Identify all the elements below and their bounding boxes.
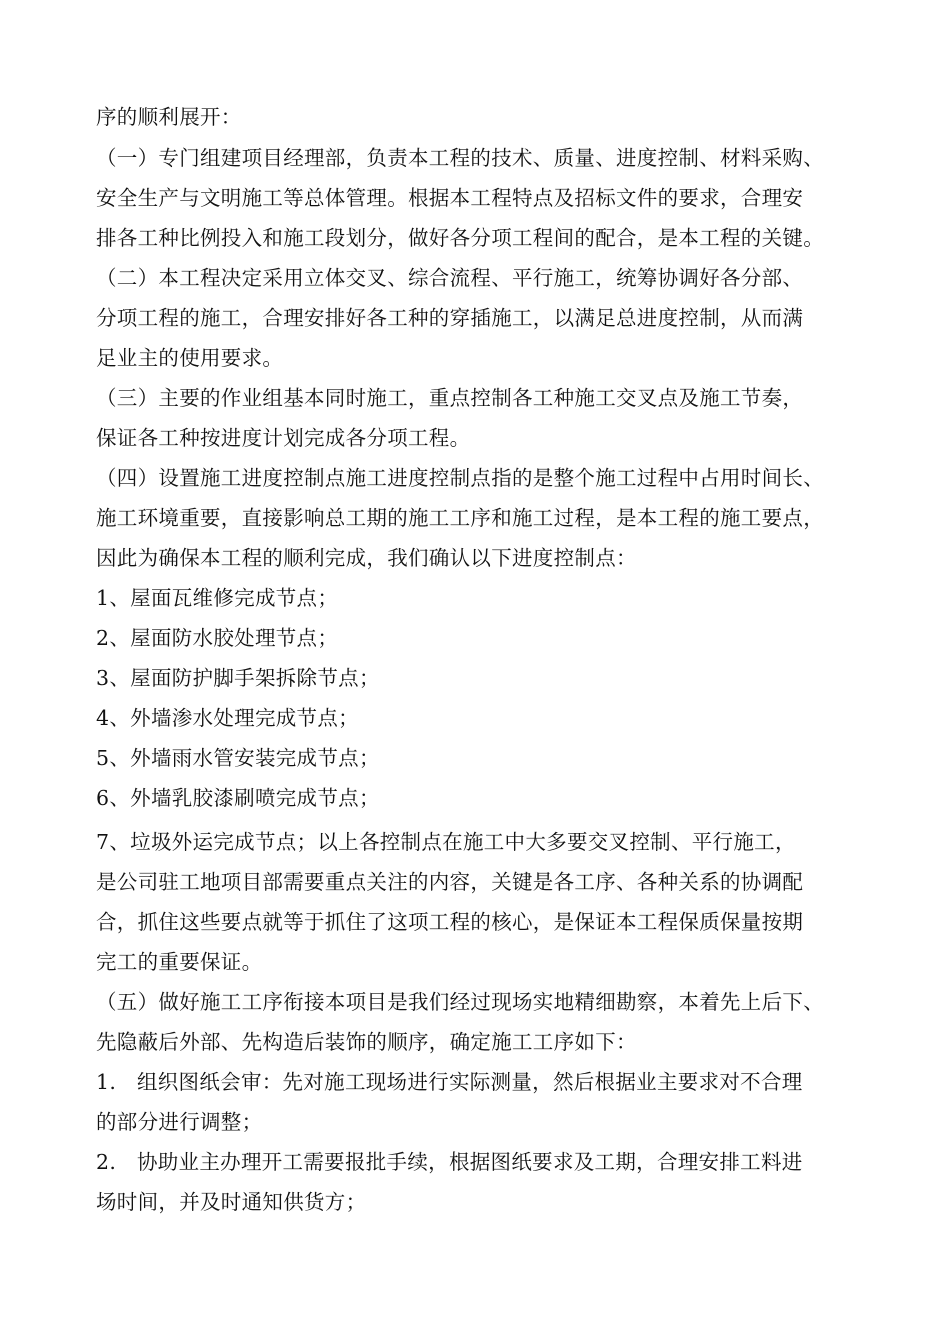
text-line: 排各工种比例投入和施工段划分，做好各分项工程间的配合，是本工程的关键。 [96, 226, 824, 250]
text-line: 先隐蔽后外部、先构造后装饰的顺序，确定施工工序如下： [96, 1030, 637, 1054]
list-item: 3、屋面防护脚手架拆除节点； [96, 666, 380, 690]
text-line: （二）本工程决定采用立体交叉、综合流程、平行施工，统筹协调好各分部、 [96, 266, 804, 290]
text-line: 合，抓住这些要点就等于抓住了这项工程的核心，是保证本工程保质保量按期 [96, 910, 804, 934]
text-line: 完工的重要保证。 [96, 950, 263, 974]
list-item: 4、外墙渗水处理完成节点； [96, 706, 359, 730]
text-line: （五）做好施工工序衔接本项目是我们经过现场实地精细勘察，本着先上后下、 [96, 990, 824, 1014]
list-item: 1. 组织图纸会审：先对施工现场进行实际测量，然后根据业主要求对不合理 [96, 1070, 803, 1094]
text-line: 施工环境重要，直接影响总工期的施工工序和施工过程，是本工程的施工要点， [96, 506, 824, 530]
text-line: 是公司驻工地项目部需要重点关注的内容，关键是各工序、各种关系的协调配 [96, 870, 804, 894]
text-line: 的部分进行调整； [96, 1110, 263, 1134]
text-line: 因此为确保本工程的顺利完成，我们确认以下进度控制点： [96, 546, 637, 570]
list-item: 5、外墙雨水管安装完成节点； [96, 746, 380, 770]
text-line: 序的顺利展开： [96, 105, 242, 129]
text-line: （一）专门组建项目经理部，负责本工程的技术、质量、进度控制、材料采购、 [96, 146, 824, 170]
text-line: 分项工程的施工，合理安排好各工种的穿插施工，以满足总进度控制，从而满 [96, 306, 804, 330]
text-line: 足业主的使用要求。 [96, 346, 284, 370]
list-item: 2、屋面防水胶处理节点； [96, 626, 339, 650]
text-line: （三）主要的作业组基本同时施工，重点控制各工种施工交叉点及施工节奏， [96, 386, 804, 410]
text-line: 场时间，并及时通知供货方； [96, 1190, 367, 1214]
text-line: （四）设置施工进度控制点施工进度控制点指的是整个施工过程中占用时间长、 [96, 466, 824, 490]
list-item: 6、外墙乳胶漆刷喷完成节点； [96, 786, 380, 810]
list-item: 7、垃圾外运完成节点；以上各控制点在施工中大多要交叉控制、平行施工， [96, 830, 796, 854]
text-line: 安全生产与文明施工等总体管理。根据本工程特点及招标文件的要求，合理安 [96, 186, 804, 210]
text-line: 保证各工种按进度计划完成各分项工程。 [96, 426, 471, 450]
list-item: 1、屋面瓦维修完成节点； [96, 586, 339, 610]
list-item: 2. 协助业主办理开工需要报批手续，根据图纸要求及工期，合理安排工料进 [96, 1150, 803, 1174]
